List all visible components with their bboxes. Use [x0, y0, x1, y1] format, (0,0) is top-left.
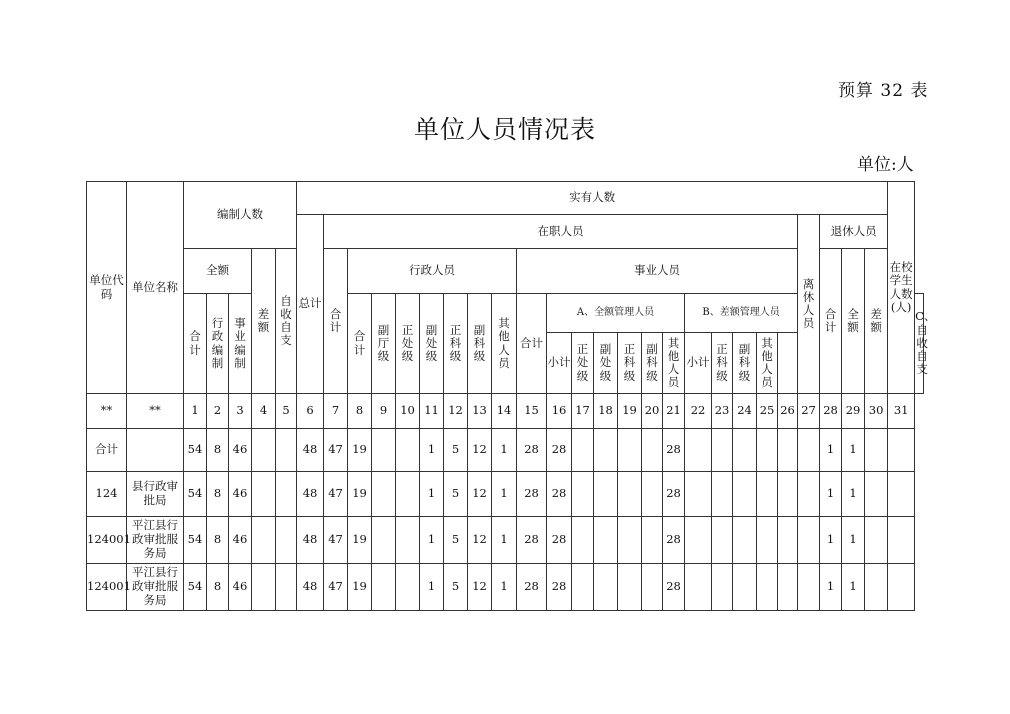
row-cell: 19 [348, 564, 372, 611]
row-cell: 47 [324, 564, 348, 611]
row-cell: 8 [207, 564, 229, 611]
row-unit-name: 县行政审批局 [127, 472, 184, 517]
row-cell: 1 [820, 517, 842, 564]
header-full-amount: 全额 [184, 249, 252, 294]
header-unit-code: 单位代码 [87, 182, 127, 394]
row-cell [276, 564, 297, 611]
header-staffing-subtotal: 合计 [184, 294, 207, 394]
header-students: 在校学生人数(人) [888, 182, 915, 394]
row-cell: 48 [297, 517, 324, 564]
row-cell [888, 472, 915, 517]
row-cell [252, 429, 276, 472]
col-number: 28 [820, 394, 842, 429]
row-cell [618, 564, 642, 611]
table-row [87, 472, 924, 517]
col-number: ** [127, 394, 184, 429]
table-row [87, 517, 924, 564]
col-number: 17 [572, 394, 594, 429]
row-cell: 1 [420, 564, 444, 611]
row-cell: 28 [663, 564, 685, 611]
row-cell [642, 429, 663, 472]
col-number: 3 [229, 394, 252, 429]
col-number: 22 [685, 394, 712, 429]
row-cell: 1 [492, 472, 517, 517]
row-cell [712, 429, 733, 472]
row-cell [685, 429, 712, 472]
col-number: 19 [618, 394, 642, 429]
col-number: 25 [757, 394, 778, 429]
header-admin-staffing: 行政编制 [207, 294, 229, 394]
row-cell [685, 564, 712, 611]
row-cell: 1 [820, 564, 842, 611]
row-unit-code: 合计 [87, 429, 127, 472]
row-cell [733, 472, 757, 517]
row-cell: 8 [207, 517, 229, 564]
header-total: 总计 [297, 215, 324, 394]
row-cell: 12 [468, 564, 492, 611]
row-cell [372, 472, 396, 517]
row-cell: 1 [420, 517, 444, 564]
row-cell [865, 472, 888, 517]
row-cell: 1 [420, 472, 444, 517]
header-chief-division: 正处级 [396, 294, 420, 394]
row-cell: 1 [492, 517, 517, 564]
row-cell [757, 429, 778, 472]
col-number: 13 [468, 394, 492, 429]
row-cell: 28 [663, 472, 685, 517]
row-cell [618, 472, 642, 517]
row-cell: 46 [229, 517, 252, 564]
row-cell: 47 [324, 472, 348, 517]
row-cell: 1 [492, 564, 517, 611]
col-number: 14 [492, 394, 517, 429]
row-cell [618, 429, 642, 472]
col-number: ** [87, 394, 127, 429]
row-cell [733, 517, 757, 564]
row-cell [594, 564, 618, 611]
col-number: 21 [663, 394, 685, 429]
row-unit-name: 平江县行政审批服务局 [127, 564, 184, 611]
row-cell [685, 517, 712, 564]
row-cell [865, 429, 888, 472]
header-unit-name: 单位名称 [127, 182, 184, 394]
row-cell [712, 517, 733, 564]
header-employed: 在职人员 [324, 215, 798, 249]
row-cell: 46 [229, 472, 252, 517]
row-cell [594, 429, 618, 472]
col-number: 10 [396, 394, 420, 429]
row-cell: 47 [324, 517, 348, 564]
table-row [87, 429, 924, 472]
row-unit-name: 平江县行政审批服务局 [127, 517, 184, 564]
col-number: 2 [207, 394, 229, 429]
row-cell: 12 [468, 472, 492, 517]
row-cell [594, 472, 618, 517]
row-cell: 28 [517, 472, 547, 517]
row-cell [712, 472, 733, 517]
row-cell: 54 [184, 429, 207, 472]
row-cell: 28 [663, 517, 685, 564]
row-cell: 12 [468, 517, 492, 564]
header-staffing: 编制人数 [184, 182, 297, 249]
unit-label: 单位:人 [857, 155, 914, 175]
row-cell [798, 517, 820, 564]
row-unit-name [127, 429, 184, 472]
row-cell [865, 517, 888, 564]
header-deputy-section: 副科级 [468, 294, 492, 394]
row-cell: 1 [820, 472, 842, 517]
header-group-c: C、自收自支 [915, 294, 924, 394]
row-unit-code: 124001 [87, 517, 127, 564]
row-cell [572, 472, 594, 517]
row-cell: 5 [444, 517, 468, 564]
page-title: 单位人员情况表 [413, 115, 596, 144]
header-a-deputy-division: 副处级 [594, 333, 618, 394]
header-retired-all: 离休人员 [798, 215, 820, 394]
row-cell [276, 517, 297, 564]
header-admin-subtotal: 合计 [348, 294, 372, 394]
header-public-staffing: 事业编制 [229, 294, 252, 394]
col-number: 15 [517, 394, 547, 429]
col-number: 26 [778, 394, 798, 429]
row-cell [685, 472, 712, 517]
header-deputy-dept: 副厅级 [372, 294, 396, 394]
col-number: 16 [547, 394, 572, 429]
row-cell: 28 [517, 517, 547, 564]
row-cell: 46 [229, 429, 252, 472]
header-chief-section: 正科级 [444, 294, 468, 394]
col-number: 8 [348, 394, 372, 429]
row-cell [798, 472, 820, 517]
row-cell: 28 [517, 564, 547, 611]
row-cell: 8 [207, 472, 229, 517]
row-cell [798, 564, 820, 611]
row-cell [757, 472, 778, 517]
row-cell: 46 [229, 564, 252, 611]
header-b-others: 其他人员 [757, 333, 778, 394]
row-cell [642, 472, 663, 517]
row-cell: 28 [547, 429, 572, 472]
row-cell: 19 [348, 429, 372, 472]
header-public-subtotal: 合计 [517, 294, 547, 394]
col-number: 30 [865, 394, 888, 429]
col-number: 1 [184, 394, 207, 429]
row-cell [372, 429, 396, 472]
row-cell [396, 564, 420, 611]
row-cell: 1 [842, 517, 865, 564]
col-number: 6 [297, 394, 324, 429]
row-cell: 12 [468, 429, 492, 472]
row-cell [372, 517, 396, 564]
column-number-row [87, 394, 924, 429]
row-cell [572, 517, 594, 564]
header-b-deputy-section: 副科级 [733, 333, 757, 394]
row-cell [733, 564, 757, 611]
col-number: 5 [276, 394, 297, 429]
row-cell [757, 564, 778, 611]
col-number: 11 [420, 394, 444, 429]
table-row [87, 564, 924, 611]
row-cell [252, 517, 276, 564]
row-cell [642, 517, 663, 564]
row-cell: 19 [348, 472, 372, 517]
row-cell: 48 [297, 472, 324, 517]
row-cell [888, 517, 915, 564]
header-b-chief-section: 正科级 [712, 333, 733, 394]
row-cell: 5 [444, 429, 468, 472]
row-cell: 47 [324, 429, 348, 472]
header-a-chief-division: 正处级 [572, 333, 594, 394]
row-cell: 5 [444, 564, 468, 611]
row-cell: 1 [420, 429, 444, 472]
row-cell [778, 429, 798, 472]
row-cell [572, 564, 594, 611]
col-number: 9 [372, 394, 396, 429]
header-deputy-division: 副处级 [420, 294, 444, 394]
row-unit-code: 124001 [87, 564, 127, 611]
row-cell: 8 [207, 429, 229, 472]
row-cell: 5 [444, 472, 468, 517]
row-cell: 54 [184, 564, 207, 611]
row-cell: 28 [663, 429, 685, 472]
header-a-deputy-section: 副科级 [642, 333, 663, 394]
header-retired-difference: 差额 [865, 249, 888, 394]
row-cell [757, 517, 778, 564]
row-cell [712, 564, 733, 611]
col-number: 20 [642, 394, 663, 429]
col-number: 24 [733, 394, 757, 429]
row-cell [865, 564, 888, 611]
header-a-chief-section: 正科级 [618, 333, 642, 394]
col-number: 7 [324, 394, 348, 429]
col-number: 4 [252, 394, 276, 429]
row-cell [276, 429, 297, 472]
row-cell [888, 564, 915, 611]
row-cell [276, 472, 297, 517]
row-cell [396, 472, 420, 517]
row-cell [778, 517, 798, 564]
header-admin-others: 其他人员 [492, 294, 517, 394]
row-cell: 1 [842, 472, 865, 517]
row-cell [372, 564, 396, 611]
row-cell [618, 517, 642, 564]
row-cell [778, 564, 798, 611]
row-cell [594, 517, 618, 564]
header-group-a: A、全额管理人员 [547, 294, 685, 333]
row-cell: 28 [547, 564, 572, 611]
col-number: 23 [712, 394, 733, 429]
row-cell: 28 [547, 472, 572, 517]
header-retired-subtotal: 合计 [820, 249, 842, 394]
col-number: 12 [444, 394, 468, 429]
row-cell: 54 [184, 472, 207, 517]
row-cell [396, 429, 420, 472]
row-cell: 1 [492, 429, 517, 472]
row-cell: 54 [184, 517, 207, 564]
header-actual: 实有人数 [297, 182, 888, 215]
header-a-small-total: 小计 [547, 333, 572, 394]
row-cell: 1 [820, 429, 842, 472]
col-number: 31 [888, 394, 915, 429]
col-number: 18 [594, 394, 618, 429]
header-public-personnel: 事业人员 [517, 249, 798, 294]
row-cell [396, 517, 420, 564]
row-cell: 28 [517, 429, 547, 472]
row-cell: 48 [297, 564, 324, 611]
personnel-table [86, 181, 936, 611]
row-cell: 1 [842, 564, 865, 611]
row-unit-code: 124 [87, 472, 127, 517]
col-number: 27 [798, 394, 820, 429]
header-retired: 退休人员 [820, 215, 888, 249]
row-cell [572, 429, 594, 472]
row-cell [733, 429, 757, 472]
row-cell [798, 429, 820, 472]
header-admin-personnel: 行政人员 [348, 249, 517, 294]
form-number: 预算 32 表 [838, 81, 929, 101]
row-cell [252, 472, 276, 517]
header-self-support: 自收自支 [276, 249, 297, 394]
header-a-others: 其他人员 [663, 333, 685, 394]
row-cell: 28 [547, 517, 572, 564]
row-cell: 1 [842, 429, 865, 472]
header-difference: 差额 [252, 249, 276, 394]
row-cell: 48 [297, 429, 324, 472]
header-group-b: B、差额管理人员 [685, 294, 798, 333]
header-employed-subtotal: 合计 [324, 249, 348, 394]
row-cell [252, 564, 276, 611]
row-cell: 19 [348, 517, 372, 564]
col-number: 29 [842, 394, 865, 429]
header-b-small-total: 小计 [685, 333, 712, 394]
header-retired-full: 全额 [842, 249, 865, 394]
row-cell [642, 564, 663, 611]
row-cell [888, 429, 915, 472]
row-cell [778, 472, 798, 517]
